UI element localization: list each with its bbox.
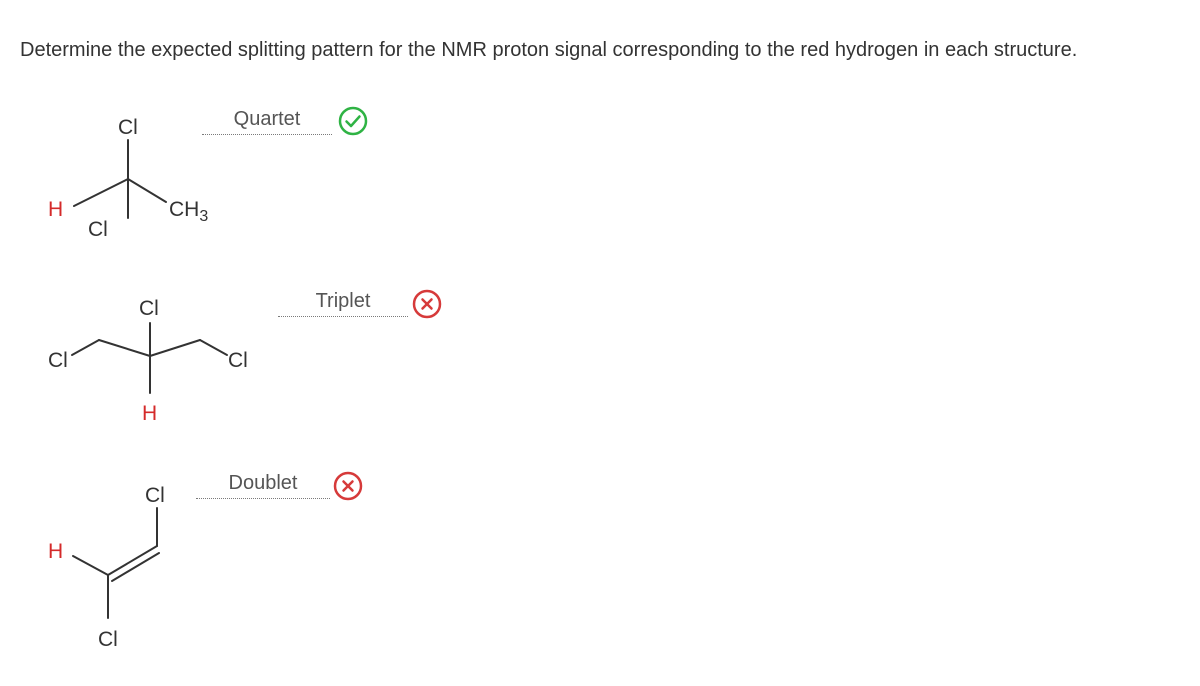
atom-cl-top: Cl bbox=[139, 297, 159, 320]
atom-h-red: H bbox=[142, 402, 158, 425]
answer-1 bbox=[202, 103, 332, 143]
answer-2 bbox=[278, 285, 408, 325]
atom-cl-top: Cl bbox=[118, 116, 138, 139]
bond-c-h bbox=[74, 179, 128, 206]
check-circle-icon bbox=[338, 106, 368, 136]
answer-1-input[interactable]: Quartet bbox=[202, 103, 332, 135]
atom-ch-text: CH bbox=[169, 198, 200, 221]
x-circle-icon bbox=[333, 471, 363, 501]
answer-3-input[interactable]: Doublet bbox=[196, 467, 330, 499]
atom-h-red: H bbox=[48, 540, 64, 563]
bond-ch2-cl-right bbox=[200, 340, 227, 355]
bond-c-ch3 bbox=[128, 179, 166, 202]
atom-ch3-label bbox=[169, 198, 208, 225]
x-circle-icon bbox=[412, 289, 442, 319]
structure-1-bottom-label bbox=[80, 210, 140, 250]
bond-c-ch2-right bbox=[150, 340, 200, 356]
atom-cl-left: Cl bbox=[48, 349, 68, 372]
atom-cl-right: Cl bbox=[228, 349, 248, 372]
bond-double-inner bbox=[112, 553, 159, 581]
atom-cl-top: Cl bbox=[145, 484, 165, 507]
question-text: Determine the expected splitting pattern for the NMR proton signal corresponding to the red hydrogen in each structure. bbox=[20, 39, 1078, 61]
structure-2-diagram bbox=[30, 290, 270, 430]
bond-ch2-c-left bbox=[99, 340, 150, 356]
atom-cl-bottom: Cl bbox=[88, 218, 108, 241]
answer-2-input[interactable]: Triplet bbox=[278, 285, 408, 317]
atom-cl-bottom: Cl bbox=[98, 628, 118, 651]
bond-c-h bbox=[73, 556, 108, 575]
structure-1-diagram bbox=[30, 110, 230, 225]
bond-double-outer bbox=[108, 546, 157, 575]
bond-cl-ch2-left bbox=[72, 340, 99, 355]
answer-3 bbox=[196, 467, 330, 507]
atom-subscript-3: 3 bbox=[199, 208, 209, 225]
atom-h-red: H bbox=[48, 198, 64, 221]
